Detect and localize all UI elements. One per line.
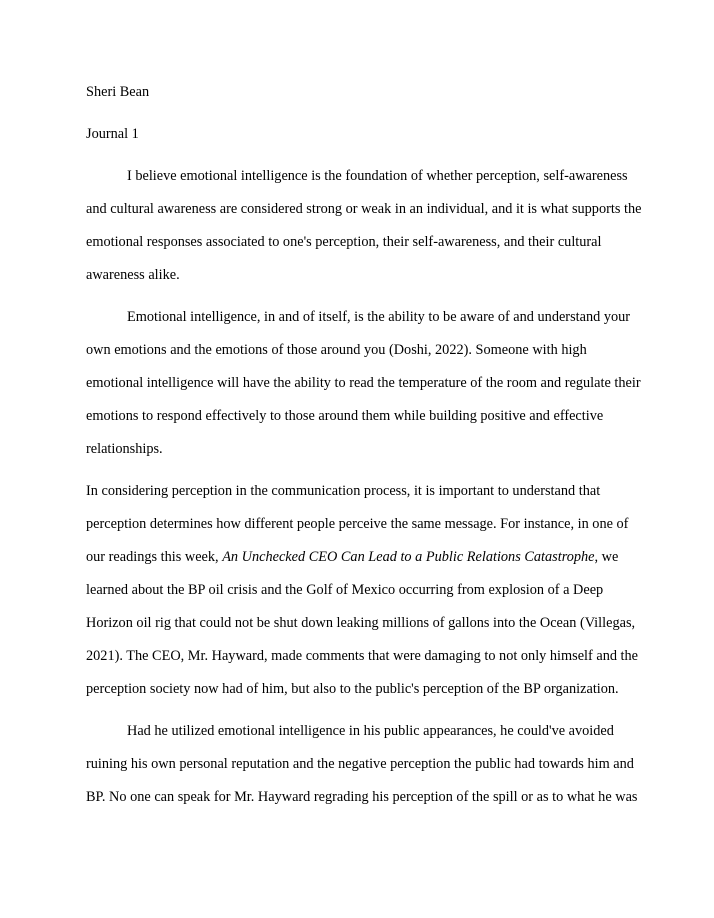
paragraph-line: and cultural awareness are considered strong or weak in an individual, and it is what supports the xyxy=(86,201,642,217)
paragraph-line: emotional intelligence will have the ability to read the temperature of the room and regulate their xyxy=(86,375,641,391)
document-body xyxy=(86,80,642,818)
paragraph-line: perception society now had of him, but also to the public's perception of the BP organization. xyxy=(86,681,619,697)
text-run: , we xyxy=(594,549,619,565)
paragraph-line: awareness alike. xyxy=(86,267,180,283)
paragraph-line: ruining his own personal reputation and the negative perception the public had towards him and xyxy=(86,756,634,772)
paragraph-1 xyxy=(86,164,642,305)
paragraph-line: Had he utilized emotional intelligence in his public appearances, he could've avoided xyxy=(127,723,614,739)
paragraph-line: learned about the BP oil crisis and the Golf of Mexico occurring from explosion of a Deep xyxy=(86,582,604,598)
paragraph-line: In considering perception in the communication process, it is important to understand that xyxy=(86,483,601,499)
paragraph-line: emotional responses associated to one's perception, their self-awareness, and their cultural xyxy=(86,234,602,250)
paragraph-4 xyxy=(86,719,642,818)
journal-title: Journal 1 xyxy=(86,126,139,142)
paragraph-line: I believe emotional intelligence is the foundation of whether perception, self-awareness xyxy=(127,168,628,184)
paragraph-line: 2021). The CEO, Mr. Hayward, made comments that were damaging to not only himself and the xyxy=(86,648,639,664)
paragraph-3 xyxy=(86,479,642,719)
paragraph-line: perception determines how different people perceive the same message. For instance, in one of xyxy=(86,516,629,532)
paragraph-line: Emotional intelligence, in and of itself, is the ability to be aware of and understand your xyxy=(127,309,631,325)
article-title: An Unchecked CEO Can Lead to a Public Relations Catastrophe xyxy=(222,549,595,565)
author-name: Sheri Bean xyxy=(86,84,150,100)
text-run: our readings this week, xyxy=(86,549,223,565)
paragraph-line: Horizon oil rig that could not be shut down leaking millions of gallons into the Ocean (Villegas, xyxy=(86,615,636,631)
paragraph-line xyxy=(86,545,642,578)
paragraph-2 xyxy=(86,305,642,479)
paragraph-line: BP. No one can speak for Mr. Hayward regrading his perception of the spill or as to what he was xyxy=(86,789,638,805)
paragraph-line: emotions to respond effectively to those around them while building positive and effective xyxy=(86,408,604,424)
paragraph-line: relationships. xyxy=(86,441,163,457)
paragraph-line: own emotions and the emotions of those around you (Doshi, 2022). Someone with high xyxy=(86,342,587,358)
